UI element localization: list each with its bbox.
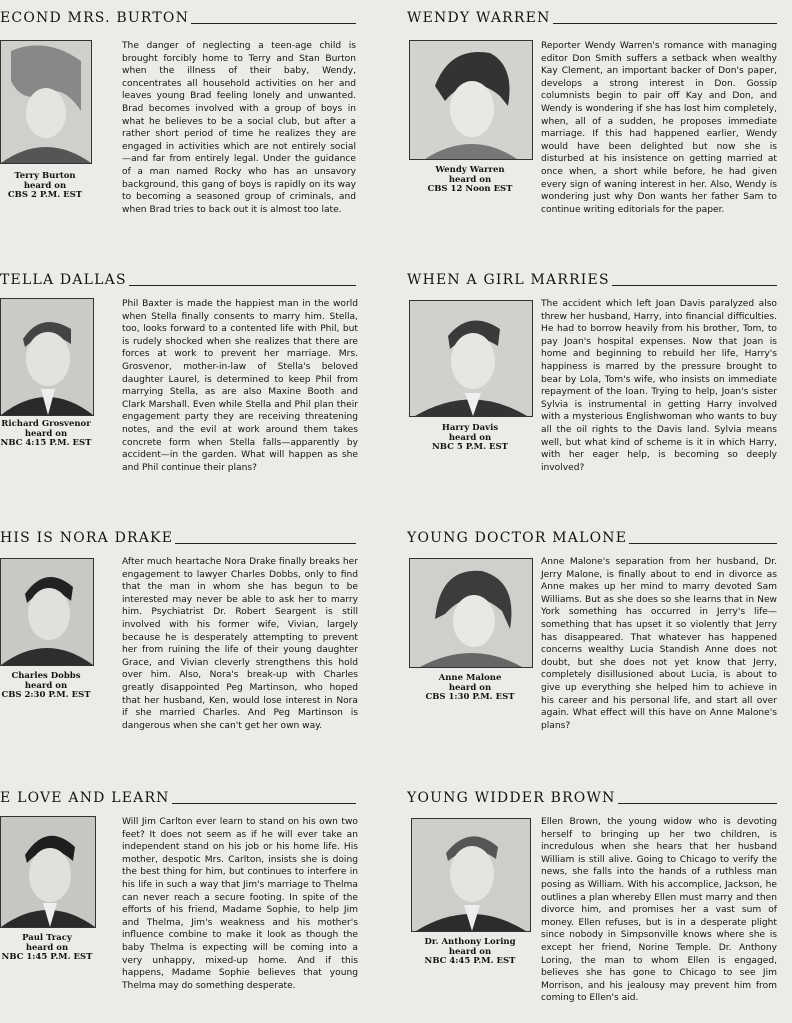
portrait-photo: [0, 298, 94, 416]
section-heading: [407, 10, 777, 26]
portrait-caption: Terry Burton heard on CBS 2 P.M. EST: [7, 171, 83, 200]
section-young-doctor-malone: [407, 530, 782, 775]
portrait-caption: Anne Malone heard on CBS 1:30 P.M. EST: [425, 673, 515, 702]
heading-rule: [553, 23, 777, 24]
portrait-caption: Paul Tracy heard on NBC 1:45 P.M. EST: [1, 933, 93, 962]
synopsis-text: After much heartache Nora Drake finally breaks her engagement to lawyer Charles Dobbs, only to find that the man in whom she has begun to be interested may never be able to ask her to marry him. Psychiatrist Dr. Robert Seargent is still involved with his former wife, Vivian, largely because he is desperately attempting to prevent her from ruining the life of their young daughter Grace, and Vivian cleverly strengthens this hold over him. Also, Nora's break-up with Charles greatly disappointed Peg Martinson, who hoped that her husband, Ken, would lose interest in Nora if she married Charles. And Peg Martinson is dangerous when she can't get her own way.: [122, 557, 358, 731]
section-heading: [407, 790, 777, 806]
section-heading: [0, 530, 356, 546]
section-heading: [407, 272, 777, 288]
heading-rule: [175, 543, 356, 544]
heading-rule: [612, 285, 777, 286]
synopsis-text: The danger of neglecting a teen-age child is brought forcibly home to Terry and Stan Burton when the illness of their baby, Wendy, concentrates all household activities on her and leaves young Brad feeling lonely and unwanted. Brad becomes involved with a group of boys in what he believes to be a social club, but after a rather short period of time he realizes they are engaged in activities which are not entirely social—and far from entirely legal. Under the guidance of a man named Rocky who has an unsavory background, this gang of boys is rapidly on its way to becoming a seasoned group of criminals, and when Brad tries to back out it is almost too late.: [122, 41, 356, 215]
heading-rule: [129, 285, 356, 286]
synopsis-text: The accident which left Joan Davis paralyzed also threw her husband, Harry, into financial difficulties. He had to borrow heavily from his brother, Tom, to pay Joan's hospital expenses. Now that Joan is home and beginning to rebuild her life, Harry's happiness is marred by the pressure brought to bear by Lola, Tom's wife, who insists on immediate repayment of the loan. Trying to help, Joan's sister Sylvia is instrumental in getting Harry involved with a mysterious Englishwoman who wants to buy all the oil rights to the Davis land. Sylvia means well, but what kind of scheme is it in which Harry, with her eager help, is becoming so deeply involved?: [541, 299, 777, 473]
section-title: YOUNG WIDDER BROWN: [407, 790, 616, 806]
section-young-widder-brown: [407, 790, 782, 1018]
section-wendy-warren: [407, 10, 782, 260]
portrait-photo: [0, 40, 92, 164]
portrait-photo: [0, 816, 96, 928]
section-heading: [407, 530, 777, 546]
section-title: TELLA DALLAS: [0, 272, 127, 288]
section-title: WENDY WARREN: [407, 10, 551, 26]
portrait-caption: Harry Davis heard on NBC 5 P.M. EST: [432, 423, 508, 452]
synopsis-text: Will Jim Carlton ever learn to stand on his own two feet? It does not seem as if he will ever take an independent stand on his job or his home life. His mother, despotic Mrs. Carlton, insists she is doing the best thing for him, but continues to interfere in his life in such a way that Jim's marriage to Thelma can never reach a secure footing. In spite of the efforts of his friend, Madame Sophie, to help Jim and Thelma, Jim's weakness and his mother's influence combine to make it look as though the baby Thelma is expecting will be coming into a very unhappy, mixed-up home. And if this happens, Madame Sophie believes that young Thelma may do something desperate.: [122, 817, 358, 991]
section-title: ECOND MRS. BURTON: [0, 10, 190, 26]
portrait-photo: [409, 300, 533, 417]
portrait-caption: Richard Grosvenor heard on NBC 4:15 P.M. EST: [0, 419, 92, 448]
synopsis-text: Anne Malone's separation from her husband, Dr. Jerry Malone, is finally about to end in divorce as Anne makes up her mind to marry devoted Sam Williams. But as she does so she learns that in New York something has occurred in Jerry's life—something that has upset it so violently that Jerry has disappeared. That whatever has happened concerns wealthy Lucia Standish Anne does not doubt, but she does not yet know that Jerry, completely disillusioned about Lucia, is about to give up everything she helped him to achieve in his career and his personal life, and start all over again. What effect will this have on Anne Malone's plans?: [541, 557, 777, 731]
portrait-caption: Charles Dobbs heard on CBS 2:30 P.M. EST: [1, 671, 91, 700]
heading-rule: [191, 23, 356, 24]
section-title: YOUNG DOCTOR MALONE: [407, 530, 628, 546]
portrait-photo: [0, 558, 94, 666]
section-this-is-nora-drake: [0, 530, 360, 775]
synopsis-text: Phil Baxter is made the happiest man in the world when Stella finally consents to marry him. Stella, too, looks forward to a contented life with Phil, but is rudely shocked when she realizes that there are forces at work to prevent her marriage. Mrs. Grosvenor, mother-in-law of Stella's beloved daughter Laurel, is determined to keep Phil from marrying Stella, as are also Maxine Booth and Clark Marshall. Even while Stella and Phil plan their engagement party they are receiving threatening notes, and the evil at work around them takes concrete form when Stella falls—apparently by accident—in the garden. What will happen as she and Phil continue their plans?: [122, 299, 358, 473]
section-title: HIS IS NORA DRAKE: [0, 530, 174, 546]
portrait-caption: Wendy Warren heard on CBS 12 Noon EST: [427, 165, 513, 194]
section-heading: [0, 790, 356, 806]
section-we-love-and-learn: [0, 790, 360, 1018]
section-stella-dallas: [0, 272, 360, 507]
portrait-caption: Dr. Anthony Loring heard on NBC 4:45 P.M. EST: [424, 937, 516, 966]
heading-rule: [618, 803, 777, 804]
section-when-a-girl-marries: [407, 272, 782, 507]
portrait-photo: [409, 558, 533, 668]
synopsis-text: Ellen Brown, the young widow who is devoting herself to bringing up her two children, is incredulous when she hears that her husband William is still alive. Going to Chicago to verify the news, she falls into the hands of a ruthless man posing as William. With his accomplice, Jackson, he outlines a plan whereby Ellen must marry and then divorce him, and promises her a vast sum of money. Ellen refuses, but is in a desperate plight since nobody in Simpsonville knows where she is except her friend, Norine Temple. Dr. Anthony Loring, the man to whom Ellen is engaged, believes she has gone to Chicago to see Jim Morrison, and his jealousy may prevent him from coming to Ellen's aid.: [541, 817, 777, 1004]
section-title: WHEN A GIRL MARRIES: [407, 272, 610, 288]
heading-rule: [172, 803, 356, 804]
synopsis-text: Reporter Wendy Warren's romance with managing editor Don Smith suffers a setback when wealthy Kay Clement, an important backer of Don's paper, develops a strong interest in Don. Gossip columnists begin to pair off Kay and Don, and Wendy is wondering if she has lost him completely, when, all of a sudden, he proposes immediate marriage. If this had happened earlier, Wendy would have been delighted but now she is disturbed at his insistence on getting married at once when, a short while before, he had given every sign of waning interest in her. Also, Wendy is wondering just why Don wants her father Sam to continue writing editorials for the paper.: [541, 41, 777, 215]
section-second-mrs-burton: [0, 10, 360, 260]
heading-rule: [629, 543, 777, 544]
portrait-photo: [411, 818, 531, 932]
section-title: E LOVE AND LEARN: [0, 790, 170, 806]
portrait-photo: [409, 40, 533, 160]
section-heading: [0, 10, 356, 26]
section-heading: [0, 272, 356, 288]
